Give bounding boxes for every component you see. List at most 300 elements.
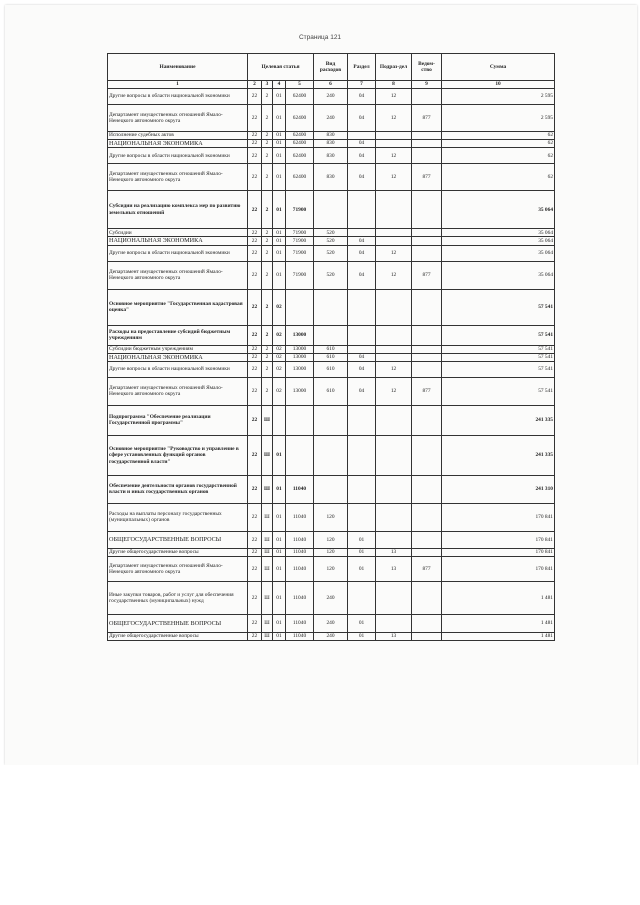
cell-sum: 57 541 bbox=[442, 361, 555, 377]
cell-target-2: Ш bbox=[262, 405, 273, 435]
cell-target-1: 22 bbox=[248, 325, 262, 345]
cell-sum: 35 064 bbox=[442, 191, 555, 229]
cell-razdel: 04 bbox=[348, 140, 376, 148]
cell-vedomstvo bbox=[412, 148, 442, 164]
cell-target-2: 2 bbox=[262, 353, 273, 361]
cell-target-1: 22 bbox=[248, 345, 262, 353]
table-row bbox=[108, 548, 555, 556]
cell-vedomstvo bbox=[412, 435, 442, 475]
table-row bbox=[108, 556, 555, 581]
cell-name: Департамент имущественных отношений Ямало-Ненецкого автономного округа bbox=[108, 164, 248, 191]
cell-vedomstvo bbox=[412, 632, 442, 640]
cell-razdel: 04 bbox=[348, 237, 376, 245]
cell-vid: 120 bbox=[314, 503, 348, 531]
cell-podrazdel: 13 bbox=[376, 632, 412, 640]
page-number: Страница 121 bbox=[298, 34, 342, 41]
cell-target-1: 22 bbox=[248, 361, 262, 377]
cell-target-4 bbox=[286, 289, 314, 325]
table-row bbox=[108, 405, 555, 435]
cell-target-4: 62400 bbox=[286, 132, 314, 140]
cell-target-3: 01 bbox=[273, 132, 286, 140]
cell-target-1: 22 bbox=[248, 140, 262, 148]
cell-podrazdel: 12 bbox=[376, 105, 412, 132]
col-number: 9 bbox=[412, 81, 442, 89]
cell-vid bbox=[314, 435, 348, 475]
table-row bbox=[108, 435, 555, 475]
cell-target-4: 11040 bbox=[286, 548, 314, 556]
cell-vedomstvo bbox=[412, 345, 442, 353]
cell-target-2: 2 bbox=[262, 89, 273, 105]
cell-target-4: 11040 bbox=[286, 614, 314, 632]
cell-target-1: 22 bbox=[248, 548, 262, 556]
cell-target-4: 11040 bbox=[286, 581, 314, 614]
table-row bbox=[108, 345, 555, 353]
cell-sum: 57 541 bbox=[442, 289, 555, 325]
cell-razdel: 01 bbox=[348, 632, 376, 640]
cell-target-1: 22 bbox=[248, 105, 262, 132]
cell-razdel: 04 bbox=[348, 164, 376, 191]
cell-target-2: 2 bbox=[262, 261, 273, 289]
cell-sum: 2 595 bbox=[442, 105, 555, 132]
cell-podrazdel bbox=[376, 191, 412, 229]
cell-target-4: 62400 bbox=[286, 164, 314, 191]
cell-target-2: Ш bbox=[262, 548, 273, 556]
cell-razdel: 04 bbox=[348, 105, 376, 132]
cell-target-3: 01 bbox=[273, 581, 286, 614]
cell-target-4: 11040 bbox=[286, 531, 314, 548]
cell-vid: 520 bbox=[314, 229, 348, 237]
cell-sum: 2 595 bbox=[442, 89, 555, 105]
budget-table bbox=[107, 53, 555, 641]
col-number: 5 bbox=[286, 81, 314, 89]
cell-razdel bbox=[348, 405, 376, 435]
cell-podrazdel bbox=[376, 289, 412, 325]
cell-target-1: 22 bbox=[248, 377, 262, 405]
header-vedomstvo: Ведом-ство bbox=[412, 54, 442, 81]
cell-target-3: 01 bbox=[273, 229, 286, 237]
cell-target-1: 22 bbox=[248, 614, 262, 632]
cell-target-3: 02 bbox=[273, 325, 286, 345]
cell-target-1: 22 bbox=[248, 164, 262, 191]
cell-target-1: 22 bbox=[248, 632, 262, 640]
cell-razdel bbox=[348, 191, 376, 229]
cell-sum: 57 541 bbox=[442, 345, 555, 353]
cell-name: НАЦИОНАЛЬНАЯ ЭКОНОМИКА bbox=[108, 140, 248, 148]
cell-sum: 57 541 bbox=[442, 353, 555, 361]
cell-razdel: 04 bbox=[348, 261, 376, 289]
cell-razdel bbox=[348, 229, 376, 237]
cell-vid bbox=[314, 405, 348, 435]
cell-target-1: 22 bbox=[248, 353, 262, 361]
cell-vedomstvo: 877 bbox=[412, 261, 442, 289]
cell-sum: 170 841 bbox=[442, 531, 555, 548]
cell-target-1: 22 bbox=[248, 132, 262, 140]
cell-target-2: 2 bbox=[262, 140, 273, 148]
cell-target-4: 13000 bbox=[286, 361, 314, 377]
cell-target-4: 71900 bbox=[286, 261, 314, 289]
cell-vid bbox=[314, 325, 348, 345]
cell-target-2: 2 bbox=[262, 164, 273, 191]
table-row bbox=[108, 581, 555, 614]
table-row bbox=[108, 164, 555, 191]
cell-name: Обеспечение деятельности органов государственной власти и иных государственных органов bbox=[108, 475, 248, 503]
table-row bbox=[108, 105, 555, 132]
cell-podrazdel bbox=[376, 237, 412, 245]
cell-name: ОБЩЕГОСУДАРСТВЕННЫЕ ВОПРОСЫ bbox=[108, 614, 248, 632]
cell-podrazdel: 12 bbox=[376, 361, 412, 377]
cell-vid bbox=[314, 289, 348, 325]
cell-podrazdel: 12 bbox=[376, 261, 412, 289]
cell-vid: 240 bbox=[314, 89, 348, 105]
cell-vedomstvo bbox=[412, 325, 442, 345]
cell-target-4: 62400 bbox=[286, 140, 314, 148]
blank-margin bbox=[0, 765, 640, 905]
cell-name: НАЦИОНАЛЬНАЯ ЭКОНОМИКА bbox=[108, 237, 248, 245]
cell-vedomstvo bbox=[412, 229, 442, 237]
cell-target-1: 22 bbox=[248, 475, 262, 503]
cell-vid: 610 bbox=[314, 377, 348, 405]
cell-target-2: 2 bbox=[262, 148, 273, 164]
table-row bbox=[108, 325, 555, 345]
header-vid: Вид расходов bbox=[314, 54, 348, 81]
table-row bbox=[108, 245, 555, 261]
cell-razdel bbox=[348, 581, 376, 614]
cell-vid bbox=[314, 191, 348, 229]
cell-podrazdel: 13 bbox=[376, 556, 412, 581]
cell-target-3: 01 bbox=[273, 105, 286, 132]
table-row bbox=[108, 632, 555, 640]
table-row bbox=[108, 261, 555, 289]
cell-sum: 62 bbox=[442, 164, 555, 191]
cell-name: Расходы на выплаты персоналу государственных (муниципальных) органов bbox=[108, 503, 248, 531]
cell-vid: 610 bbox=[314, 361, 348, 377]
cell-name: Департамент имущественных отношений Ямало-Ненецкого автономного округа bbox=[108, 261, 248, 289]
cell-sum: 1 481 bbox=[442, 581, 555, 614]
cell-target-1: 22 bbox=[248, 89, 262, 105]
cell-target-2: 2 bbox=[262, 191, 273, 229]
cell-razdel: 01 bbox=[348, 556, 376, 581]
cell-target-4: 13000 bbox=[286, 325, 314, 345]
cell-target-3: 02 bbox=[273, 289, 286, 325]
cell-vid: 520 bbox=[314, 237, 348, 245]
cell-vid: 830 bbox=[314, 132, 348, 140]
cell-target-1: 22 bbox=[248, 289, 262, 325]
cell-sum: 35 064 bbox=[442, 261, 555, 289]
cell-target-3: 01 bbox=[273, 191, 286, 229]
cell-name: Основное мероприятие "Государственная кадастровая оценка" bbox=[108, 289, 248, 325]
table-row bbox=[108, 148, 555, 164]
table-row bbox=[108, 140, 555, 148]
cell-razdel: 01 bbox=[348, 614, 376, 632]
cell-target-4: 71900 bbox=[286, 191, 314, 229]
table-row bbox=[108, 361, 555, 377]
cell-name: Другие вопросы в области национальной экономики bbox=[108, 89, 248, 105]
cell-name: ОБЩЕГОСУДАРСТВЕННЫЕ ВОПРОСЫ bbox=[108, 531, 248, 548]
cell-sum: 1 481 bbox=[442, 614, 555, 632]
cell-podrazdel bbox=[376, 325, 412, 345]
cell-target-4: 13000 bbox=[286, 377, 314, 405]
header-podrazdel: Подраз-дел bbox=[376, 54, 412, 81]
cell-target-4: 71900 bbox=[286, 237, 314, 245]
column-number-row bbox=[108, 81, 555, 89]
cell-podrazdel: 12 bbox=[376, 377, 412, 405]
cell-target-1: 22 bbox=[248, 435, 262, 475]
table-row bbox=[108, 132, 555, 140]
cell-sum: 62 bbox=[442, 140, 555, 148]
cell-razdel bbox=[348, 345, 376, 353]
cell-target-3: 02 bbox=[273, 353, 286, 361]
cell-razdel bbox=[348, 435, 376, 475]
cell-vedomstvo bbox=[412, 361, 442, 377]
cell-vid: 830 bbox=[314, 140, 348, 148]
cell-vedomstvo bbox=[412, 614, 442, 632]
col-number: 8 bbox=[376, 81, 412, 89]
cell-sum: 57 541 bbox=[442, 325, 555, 345]
cell-target-3: 01 bbox=[273, 261, 286, 289]
cell-target-3: 01 bbox=[273, 531, 286, 548]
cell-vid: 830 bbox=[314, 164, 348, 191]
cell-podrazdel bbox=[376, 614, 412, 632]
cell-target-3: 01 bbox=[273, 632, 286, 640]
cell-target-2: 2 bbox=[262, 361, 273, 377]
table-row bbox=[108, 353, 555, 361]
cell-podrazdel bbox=[376, 140, 412, 148]
table-row bbox=[108, 503, 555, 531]
cell-razdel: 01 bbox=[348, 548, 376, 556]
cell-target-4: 71900 bbox=[286, 245, 314, 261]
cell-name: Субсидии бюджетным учреждениям bbox=[108, 345, 248, 353]
cell-target-1: 22 bbox=[248, 581, 262, 614]
cell-sum: 35 064 bbox=[442, 245, 555, 261]
cell-target-2: Ш bbox=[262, 581, 273, 614]
cell-target-2: 2 bbox=[262, 289, 273, 325]
cell-target-2: 2 bbox=[262, 245, 273, 261]
cell-target-3: 02 bbox=[273, 377, 286, 405]
cell-sum: 170 841 bbox=[442, 548, 555, 556]
cell-name: Расходы на предоставление субсидий бюджетным учреждениям bbox=[108, 325, 248, 345]
cell-razdel: 04 bbox=[348, 245, 376, 261]
cell-vid: 240 bbox=[314, 581, 348, 614]
cell-target-3: 01 bbox=[273, 475, 286, 503]
cell-sum: 241 335 bbox=[442, 405, 555, 435]
cell-target-1: 22 bbox=[248, 191, 262, 229]
table-row bbox=[108, 614, 555, 632]
cell-vedomstvo: 877 bbox=[412, 164, 442, 191]
cell-vedomstvo bbox=[412, 89, 442, 105]
cell-target-2: Ш bbox=[262, 475, 273, 503]
cell-target-4: 11040 bbox=[286, 503, 314, 531]
cell-target-3: 02 bbox=[273, 361, 286, 377]
cell-target-4 bbox=[286, 435, 314, 475]
cell-vedomstvo: 877 bbox=[412, 377, 442, 405]
cell-target-1: 22 bbox=[248, 531, 262, 548]
cell-target-1: 22 bbox=[248, 148, 262, 164]
cell-vedomstvo bbox=[412, 237, 442, 245]
cell-vedomstvo bbox=[412, 503, 442, 531]
cell-target-2: 2 bbox=[262, 377, 273, 405]
cell-vid: 120 bbox=[314, 556, 348, 581]
cell-vid: 610 bbox=[314, 345, 348, 353]
cell-name: Другие общегосударственные вопросы bbox=[108, 632, 248, 640]
cell-podrazdel bbox=[376, 435, 412, 475]
cell-podrazdel bbox=[376, 229, 412, 237]
cell-target-1: 22 bbox=[248, 503, 262, 531]
cell-vedomstvo bbox=[412, 353, 442, 361]
cell-target-3: 01 bbox=[273, 140, 286, 148]
header-razdel: Раздел bbox=[348, 54, 376, 81]
cell-name: Основное мероприятие "Руководство и управление в сфере установленных функций органов государственной власти" bbox=[108, 435, 248, 475]
cell-vedomstvo: 877 bbox=[412, 105, 442, 132]
cell-vedomstvo bbox=[412, 289, 442, 325]
cell-target-3: 01 bbox=[273, 245, 286, 261]
cell-target-1: 22 bbox=[248, 556, 262, 581]
cell-target-4: 11040 bbox=[286, 556, 314, 581]
cell-razdel bbox=[348, 132, 376, 140]
cell-podrazdel bbox=[376, 345, 412, 353]
cell-podrazdel bbox=[376, 503, 412, 531]
cell-target-3: 01 bbox=[273, 548, 286, 556]
cell-razdel: 01 bbox=[348, 531, 376, 548]
cell-razdel bbox=[348, 325, 376, 345]
cell-target-1: 22 bbox=[248, 261, 262, 289]
table-row bbox=[108, 89, 555, 105]
cell-name: Другие вопросы в области национальной экономики bbox=[108, 148, 248, 164]
col-number: 10 bbox=[442, 81, 555, 89]
cell-name: Подпрограмма "Обеспечение реализации Государственной программы" bbox=[108, 405, 248, 435]
cell-target-2: 2 bbox=[262, 325, 273, 345]
cell-vid: 240 bbox=[314, 632, 348, 640]
cell-target-3: 01 bbox=[273, 614, 286, 632]
table-row bbox=[108, 237, 555, 245]
cell-podrazdel: 12 bbox=[376, 148, 412, 164]
cell-vedomstvo bbox=[412, 581, 442, 614]
cell-name: Департамент имущественных отношений Ямало-Ненецкого автономного округа bbox=[108, 556, 248, 581]
cell-vedomstvo bbox=[412, 140, 442, 148]
cell-podrazdel bbox=[376, 132, 412, 140]
cell-podrazdel: 12 bbox=[376, 245, 412, 261]
cell-target-1: 22 bbox=[248, 405, 262, 435]
cell-vid: 520 bbox=[314, 245, 348, 261]
cell-razdel: 04 bbox=[348, 89, 376, 105]
cell-sum: 62 bbox=[442, 132, 555, 140]
cell-target-2: Ш bbox=[262, 632, 273, 640]
cell-vid: 120 bbox=[314, 548, 348, 556]
col-number: 1 bbox=[108, 81, 248, 89]
cell-target-2: Ш bbox=[262, 614, 273, 632]
cell-podrazdel bbox=[376, 581, 412, 614]
cell-target-2: 2 bbox=[262, 132, 273, 140]
table-row bbox=[108, 191, 555, 229]
table-row bbox=[108, 229, 555, 237]
cell-target-3: 01 bbox=[273, 89, 286, 105]
cell-target-2: 2 bbox=[262, 105, 273, 132]
cell-target-2: 2 bbox=[262, 345, 273, 353]
cell-target-4: 62400 bbox=[286, 89, 314, 105]
cell-target-4: 71900 bbox=[286, 229, 314, 237]
cell-razdel: 04 bbox=[348, 361, 376, 377]
cell-target-4: 13000 bbox=[286, 353, 314, 361]
cell-sum: 62 bbox=[442, 148, 555, 164]
col-number: 7 bbox=[348, 81, 376, 89]
cell-vid: 240 bbox=[314, 105, 348, 132]
cell-target-4: 62400 bbox=[286, 148, 314, 164]
cell-vedomstvo bbox=[412, 548, 442, 556]
table-row bbox=[108, 531, 555, 548]
cell-target-1: 22 bbox=[248, 229, 262, 237]
cell-vid: 520 bbox=[314, 261, 348, 289]
table-row bbox=[108, 289, 555, 325]
cell-sum: 170 841 bbox=[442, 556, 555, 581]
cell-vid: 120 bbox=[314, 531, 348, 548]
cell-sum: 241 310 bbox=[442, 475, 555, 503]
cell-target-4: 11040 bbox=[286, 632, 314, 640]
cell-target-2: Ш bbox=[262, 435, 273, 475]
cell-sum: 57 541 bbox=[442, 377, 555, 405]
cell-target-2: Ш bbox=[262, 556, 273, 581]
cell-vedomstvo bbox=[412, 245, 442, 261]
cell-podrazdel bbox=[376, 353, 412, 361]
cell-name: НАЦИОНАЛЬНАЯ ЭКОНОМИКА bbox=[108, 353, 248, 361]
cell-name: Субсидии на реализацию комплекса мер по развитию земельных отношений bbox=[108, 191, 248, 229]
cell-target-4: 62400 bbox=[286, 105, 314, 132]
cell-target-1: 22 bbox=[248, 245, 262, 261]
table-body bbox=[108, 89, 555, 641]
cell-razdel bbox=[348, 289, 376, 325]
cell-target-3: 01 bbox=[273, 435, 286, 475]
col-number: 4 bbox=[273, 81, 286, 89]
header-target: Целевая статья bbox=[248, 54, 314, 81]
cell-target-3: 02 bbox=[273, 345, 286, 353]
cell-target-1: 22 bbox=[248, 237, 262, 245]
cell-name: Департамент имущественных отношений Ямало-Ненецкого автономного округа bbox=[108, 105, 248, 132]
cell-name: Другие вопросы в области национальной экономики bbox=[108, 361, 248, 377]
cell-name: Иные закупки товаров, работ и услуг для обеспечения государственных (муниципальных) нужд bbox=[108, 581, 248, 614]
col-number: 3 bbox=[262, 81, 273, 89]
cell-vid bbox=[314, 475, 348, 503]
cell-sum: 35 064 bbox=[442, 229, 555, 237]
cell-podrazdel bbox=[376, 531, 412, 548]
table-row bbox=[108, 377, 555, 405]
cell-razdel: 04 bbox=[348, 377, 376, 405]
cell-name: Субсидии bbox=[108, 229, 248, 237]
cell-sum: 1 481 bbox=[442, 632, 555, 640]
cell-podrazdel: 12 bbox=[376, 164, 412, 191]
cell-vedomstvo bbox=[412, 531, 442, 548]
cell-podrazdel: 12 bbox=[376, 89, 412, 105]
header-summa: Сумма bbox=[442, 54, 555, 81]
cell-target-3: 01 bbox=[273, 503, 286, 531]
cell-razdel bbox=[348, 475, 376, 503]
cell-vedomstvo bbox=[412, 132, 442, 140]
cell-target-2: Ш bbox=[262, 531, 273, 548]
cell-name: Департамент имущественных отношений Ямало-Ненецкого автономного округа bbox=[108, 377, 248, 405]
cell-sum: 170 841 bbox=[442, 503, 555, 531]
cell-name: Исполнение судебных актов bbox=[108, 132, 248, 140]
cell-vid: 830 bbox=[314, 148, 348, 164]
cell-vedomstvo: 877 bbox=[412, 556, 442, 581]
cell-sum: 35 064 bbox=[442, 237, 555, 245]
cell-vedomstvo bbox=[412, 405, 442, 435]
cell-vid: 610 bbox=[314, 353, 348, 361]
cell-sum: 241 335 bbox=[442, 435, 555, 475]
header-name: Наименование bbox=[108, 54, 248, 81]
cell-target-3: 01 bbox=[273, 164, 286, 191]
cell-vid: 240 bbox=[314, 614, 348, 632]
cell-target-3: 01 bbox=[273, 148, 286, 164]
cell-podrazdel bbox=[376, 475, 412, 503]
cell-podrazdel: 13 bbox=[376, 548, 412, 556]
cell-target-2: 2 bbox=[262, 229, 273, 237]
